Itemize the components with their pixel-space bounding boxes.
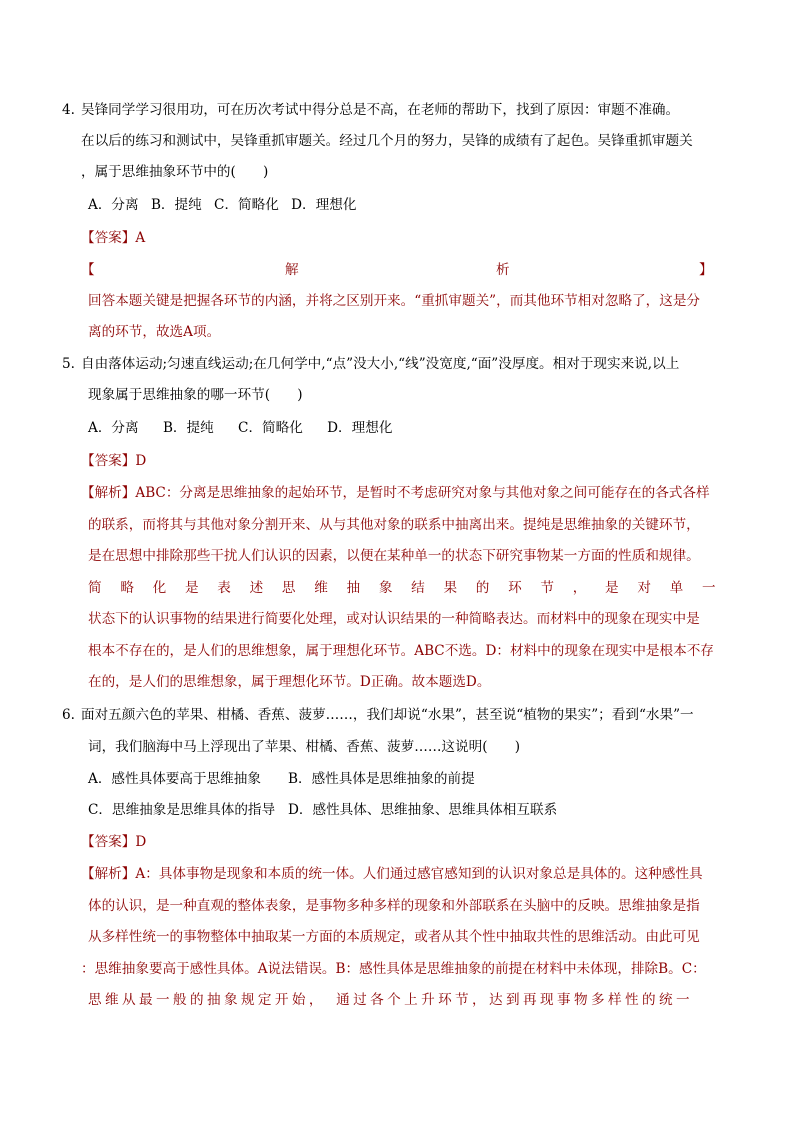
q4-answer: 【答案】A — [81, 230, 146, 246]
q5-analysis-line-4-char: 是 — [184, 580, 199, 596]
q4-number: 4. — [62, 102, 75, 118]
q5-analysis-line-4-char: 维 — [314, 580, 328, 596]
q5-analysis-line-4-char: 略 — [120, 580, 134, 596]
q5-analysis-line-4-char: 简 — [88, 580, 102, 596]
q6-analysis-line-5: 思维从最一般的抽象规定开始， 通过各个上升环节，达到再现事物多样性的统一 — [88, 992, 693, 1008]
q4-option-c: C．简略化 — [214, 197, 279, 213]
q6-option-c: C．思维抽象是思维具体的指导 — [88, 802, 276, 818]
q5-analysis-line-4-char: 结 — [411, 580, 425, 596]
q5-analysis-line-4-char: 思 — [281, 580, 296, 596]
q5-line-2: 现象属于思维抽象的哪一环节( ) — [88, 387, 303, 403]
q5-answer: 【答案】D — [81, 453, 147, 469]
q5-analysis-first — [81, 484, 710, 502]
q6-analysis-line-4: ：思维抽象要高于感性具体。A说法错误。B：感性具体是思维抽象的前提在材料中未体现，排除B。C： — [81, 961, 706, 977]
q5-analysis-line-4-char: 是 — [605, 580, 619, 596]
q6-line-1: 面对五颜六色的苹果、柑橘、香蕉、菠萝……，我们却说“水果”，甚至说“植物的果实”；看到“水果”一 — [81, 707, 694, 723]
q5-analysis-line-4-char: 的 — [475, 580, 490, 596]
q6-analysis-line-1: A：具体事物是现象和本质的统一体。人们通过感官感知到的认识对象总是具体的。这种感性具 — [135, 866, 703, 882]
q5-analysis-line-4-char: 述 — [249, 580, 264, 596]
q6-analysis-line-2: 体的认识，是一种直观的整体表象，是事物多种多样的现象和外部联系在头脑中的反映。思维抽象是指 — [88, 898, 700, 914]
q6-option-b: B．感性具体是思维抽象的前提 — [288, 771, 475, 787]
q5-analysis-line-1: ABC：分离是思维抽象的起始环节，是暂时不考虑研究对象与其他对象之间可能存在的各式各样 — [135, 485, 710, 501]
q4-analysis-label-char-1: 解 — [285, 262, 299, 278]
q4-line-2: 在以后的练习和测试中，吴锋重抓审题关。经过几个月的努力，吴锋的成绩有了起色。吴锋重抓审题关 — [81, 133, 693, 149]
q5-option-b: B．提纯 — [162, 420, 214, 436]
q5-options — [88, 419, 412, 437]
q5-analysis-line-4-char: 象 — [378, 580, 393, 596]
q5-number: 5. — [62, 356, 75, 372]
q5-line-1: 自由落体运动;匀速直线运动;在几何学中,“点”没大小,“线”没宽度,“面”没厚度。相对于现实来说,以上 — [81, 356, 680, 372]
q4-option-a: A．分离 — [88, 197, 139, 213]
q5-analysis-line-4-char: 果 — [443, 580, 458, 596]
q5-analysis-line-4-char: 环 — [508, 580, 522, 596]
q6-analysis-line-3: 从多样性统一的事物整体中抽取某一方面的本质规定，或者从其个性中抽取共性的思维活动。由此可见 — [88, 929, 700, 945]
q6-line-2: 词，我们脑海中马上浮现出了苹果、柑橘、香蕉、菠萝……这说明( ) — [88, 739, 521, 755]
q6-analysis-label: 【解析】 — [81, 866, 136, 882]
q4-options — [88, 196, 364, 214]
q5-analysis-line-4-char: 一 — [702, 580, 716, 596]
q5-analysis-line-5: 状态下的认识事物的结果进行简要化处理，或对认识结果的一种简略表达。而材料中的现象在现实中是 — [88, 611, 700, 627]
q6-analysis-first — [81, 865, 703, 883]
q4-analysis-label-char-2: 析 — [496, 262, 510, 278]
q5-analysis-line-4-char: 节 — [540, 580, 554, 596]
q4-line-1: 吴锋同学学习很用功，可在历次考试中得分总是不高，在老师的帮助下，找到了原因：审题不准确。 — [81, 102, 680, 118]
q5-analysis-line-3: 是在思想中排除那些干扰人们认识的因素，以便在某种单一的状态下研究事物某一方面的性质和规律。 — [88, 548, 700, 564]
q5-analysis-line-4-char: 单 — [669, 580, 684, 596]
q4-line-3: ，属于思维抽象环节中的( ) — [81, 164, 269, 180]
q5-analysis-line-4-char: ， — [572, 580, 587, 596]
q5-option-a: A．分离 — [88, 420, 139, 436]
q6-answer: 【答案】D — [81, 834, 147, 850]
q4-option-b: B．提纯 — [150, 197, 202, 213]
q6-option-a: A．感性具体要高于思维抽象 — [88, 771, 261, 787]
q5-option-d: D．理想化 — [327, 420, 393, 436]
q4-analysis-label-open: 【 — [81, 262, 95, 278]
q5-analysis-line-4-char: 对 — [637, 580, 651, 596]
q5-analysis-line-7: 在的，是人们的思维想象，属于理想化环节。D正确。故本题选D。 — [88, 674, 491, 690]
q6-number: 6. — [62, 707, 75, 723]
q6-option-d: D．感性具体、思维抽象、思维具体相互联系 — [288, 802, 558, 818]
q5-analysis-line-2: 的联系，而将其与其他对象分割开来、从与其他对象的联系中抽离出来。提纯是思维抽象的关键环节， — [88, 517, 700, 533]
q5-analysis-line-4-char: 化 — [152, 580, 167, 596]
q4-analysis-label-close: 】 — [699, 262, 713, 278]
q5-analysis-line-4-char: 抽 — [346, 580, 361, 596]
q5-analysis-line-4-char: 表 — [217, 580, 231, 596]
q5-analysis-label: 【解析】 — [81, 485, 136, 501]
q4-analysis-line-1: 回答本题关键是把握各环节的内涵，并将之区别开来。“重抓审题关”，而其他环节相对忽略了，这是分 — [88, 293, 701, 309]
q4-option-d: D．理想化 — [291, 197, 357, 213]
q5-analysis-line-6: 根本不存在的，是人们的思维想象，属于理想化环节。ABC不选。D：材料中的现象在现实中是根本不存 — [88, 643, 714, 659]
q5-option-c: C．简略化 — [238, 420, 303, 436]
q4-analysis-line-2: 离的环节，故选A项。 — [88, 324, 221, 340]
